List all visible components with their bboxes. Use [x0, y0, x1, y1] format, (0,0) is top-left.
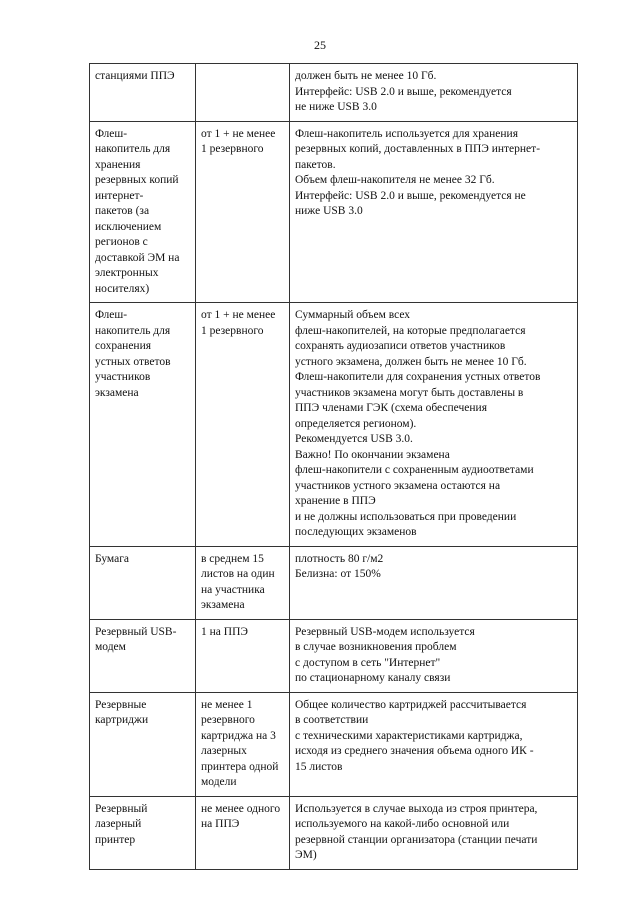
item-cell-line: экзамена	[95, 386, 139, 399]
description-cell-line: ниже USB 3.0	[295, 205, 363, 217]
item-cell-line: регионов с	[95, 236, 148, 248]
description-cell-line: ППЭ членами ГЭК (схема обеспечения	[295, 402, 487, 414]
description-cell-line: флеш-накопители с сохраненным аудиоответами	[295, 464, 534, 476]
description-cell	[290, 121, 578, 303]
item-cell	[90, 546, 196, 619]
description-cell	[290, 692, 578, 796]
item-cell-line: интернет-	[95, 189, 144, 202]
description-cell	[290, 619, 578, 692]
quantity-cell-line: в среднем 15	[201, 552, 264, 565]
quantity-cell	[196, 303, 290, 547]
item-cell-line: Флеш-	[95, 309, 128, 321]
description-cell	[290, 546, 578, 619]
description-cell-line: и не должны использоваться при проведении	[295, 510, 517, 523]
description-cell-line: Интерфейс: USB 2.0 и выше, рекомендуется не	[295, 189, 526, 202]
description-cell-line: с техническими характеристиками картриджа,	[295, 729, 523, 742]
item-cell	[90, 796, 196, 869]
description-cell-line: по стационарному каналу связи	[295, 672, 451, 684]
description-cell-line: в соответствии	[295, 714, 369, 726]
quantity-cell-line: резервного	[201, 714, 255, 726]
item-cell-line: накопитель для	[95, 143, 171, 155]
item-cell-line: пакетов (за	[95, 205, 150, 217]
table-row	[90, 64, 578, 122]
item-cell-line: станциями ППЭ	[95, 70, 175, 82]
item-cell	[90, 121, 196, 303]
description-cell-line: участников экзамена могут быть доставлены в	[295, 386, 524, 399]
quantity-cell-line: от 1 + не менее	[201, 127, 276, 140]
quantity-cell-line: 1 на ППЭ	[201, 625, 248, 638]
quantity-cell-line: лазерных	[201, 745, 247, 757]
description-cell-line: участников устного экзамена остаются на	[295, 479, 501, 492]
item-cell	[90, 64, 196, 122]
description-cell-line: Резервный USB-модем используется	[295, 625, 475, 638]
description-cell-line: резервной станции организатора (станции печати	[295, 833, 538, 846]
item-cell-line: Резервный	[95, 802, 148, 815]
quantity-cell-line: на ППЭ	[201, 818, 240, 830]
quantity-cell-line: на участника	[201, 583, 265, 596]
item-cell-line: устных ответов	[95, 355, 171, 368]
quantity-cell-line: от 1 + не менее	[201, 309, 276, 321]
item-cell-line: доставкой ЭМ на	[95, 251, 180, 264]
quantity-cell	[196, 619, 290, 692]
item-cell-line: исключением	[95, 220, 162, 233]
description-cell-line: ЭМ)	[295, 849, 317, 861]
table-row	[90, 546, 578, 619]
table-row	[90, 303, 578, 547]
description-cell-line: Общее количество картриджей рассчитывается	[295, 698, 527, 711]
description-cell-line: с доступом в сеть "Интернет"	[295, 656, 441, 669]
quantity-cell	[196, 796, 290, 869]
table-row	[90, 692, 578, 796]
item-cell-line: Флеш-	[95, 127, 128, 140]
page-number: 25	[314, 38, 326, 52]
quantity-cell-line: экзамена	[201, 599, 245, 611]
table-row	[90, 619, 578, 692]
quantity-cell	[196, 546, 290, 619]
description-cell-line: Флеш-накопитель используется для хранения	[295, 127, 518, 140]
item-cell-line: принтер	[95, 833, 136, 846]
description-cell-line: флеш-накопителей, на которые предполагается	[295, 324, 526, 337]
description-cell-line: определяется регионом).	[295, 417, 417, 430]
description-cell-line: последующих экзаменов	[295, 526, 417, 538]
table-row	[90, 121, 578, 303]
quantity-cell	[196, 121, 290, 303]
description-cell-line: Рекомендуется USB 3.0.	[295, 433, 413, 445]
quantity-cell-line: принтера одной	[201, 760, 279, 773]
item-cell-line: участников	[95, 371, 151, 383]
item-cell-line: Резервный USB-	[95, 625, 177, 638]
item-cell	[90, 692, 196, 796]
description-cell-line: Важно! По окончании экзамена	[295, 448, 450, 461]
table-body	[90, 64, 578, 870]
description-cell-line: Объем флеш-накопителя не менее 32 Гб.	[295, 174, 495, 186]
item-cell-line: картриджи	[95, 714, 149, 726]
description-cell-line: исходя из среднего значения объема одного ИК -	[295, 745, 534, 757]
quantity-cell-line: листов на один	[201, 568, 275, 580]
table-row	[90, 796, 578, 869]
quantity-cell-line: 1 резервного	[201, 143, 264, 155]
description-cell-line: пакетов.	[295, 158, 336, 171]
description-cell-line: сохранять аудиозаписи ответов участников	[295, 340, 506, 352]
quantity-cell-line: не менее 1	[201, 698, 253, 711]
description-cell-line: в случае возникновения проблем	[295, 641, 457, 653]
item-cell-line: Бумага	[95, 552, 130, 565]
item-cell	[90, 303, 196, 547]
item-cell-line: носителях)	[95, 282, 150, 295]
item-cell-line: накопитель для	[95, 324, 171, 337]
item-cell	[90, 619, 196, 692]
description-cell-line: Интерфейс: USB 2.0 и выше, рекомендуется	[295, 85, 512, 98]
description-cell-line: устного экзамена, должен быть не менее 10 Гб.	[295, 355, 527, 368]
quantity-cell-line: картриджа на 3	[201, 729, 276, 742]
item-cell-line: хранения	[95, 158, 141, 171]
item-cell-line: Резервные	[95, 698, 147, 711]
description-cell-line: плотность 80 г/м2	[295, 552, 384, 565]
quantity-cell-line: 1 резервного	[201, 324, 264, 337]
item-cell-line: лазерный	[95, 818, 142, 830]
item-cell-line: модем	[95, 641, 126, 653]
quantity-cell-line: не менее одного	[201, 802, 281, 815]
description-cell-line: Флеш-накопители для сохранения устных ответов	[295, 371, 541, 383]
description-cell-line: резервных копий, доставленных в ППЭ интернет-	[295, 143, 541, 155]
description-cell-line: должен быть не менее 10 Гб.	[295, 70, 437, 82]
item-cell-line: сохранения	[95, 340, 152, 352]
description-cell-line: Используется в случае выхода из строя принтера,	[295, 802, 538, 815]
description-cell	[290, 303, 578, 547]
description-cell-line: не ниже USB 3.0	[295, 101, 377, 113]
description-cell-line: Белизна: от 150%	[295, 568, 381, 580]
description-cell	[290, 796, 578, 869]
description-cell-line: 15 листов	[295, 760, 343, 773]
description-cell	[290, 64, 578, 122]
quantity-cell	[196, 64, 290, 122]
quantity-cell-line: модели	[201, 776, 237, 788]
quantity-cell	[196, 692, 290, 796]
description-cell-line: Суммарный объем всех	[295, 309, 411, 321]
item-cell-line: резервных копий	[95, 174, 179, 186]
equipment-requirements-table	[89, 63, 578, 870]
description-cell-line: используемого на какой-либо основной или	[295, 818, 510, 830]
description-cell-line: хранение в ППЭ	[295, 495, 376, 507]
item-cell-line: электронных	[95, 267, 159, 279]
